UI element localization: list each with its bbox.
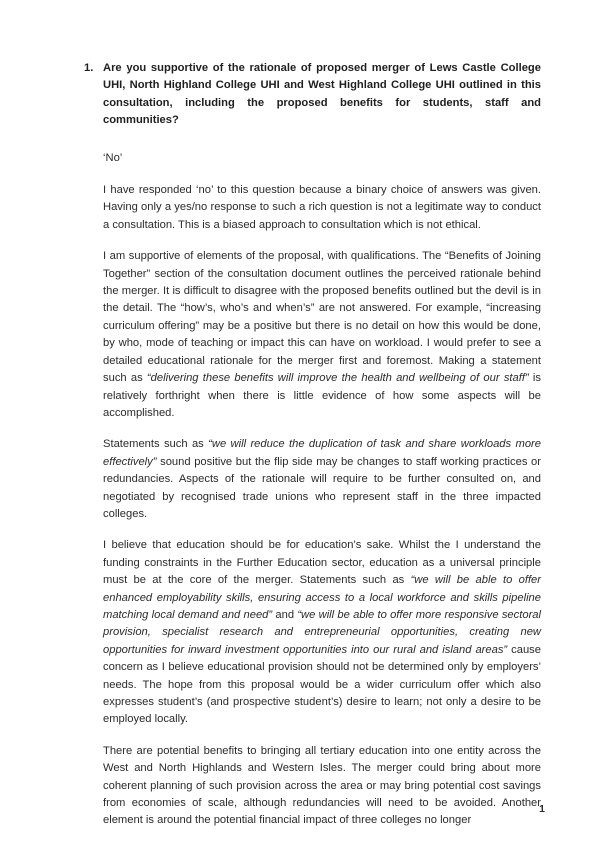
answer-body [103, 150, 541, 830]
paragraph: There are potential benefits to bringing all tertiary education into one entity across the West and North Highlands and Western Isles. The merger could bring about more coherent planning of such provision across the area or may bring potential cost savings from economies of scale, although redundancies will need to be avoided. Another element is around the potential financial impact of three colleges no longer [103, 744, 541, 827]
question-heading [84, 60, 541, 130]
paragraph: Statements such as “we will reduce the duplication of task and share workloads more effectively” sound positive but the flip side may be changes to staff working practices or redundancies. Aspects of the rationale will require to be further consulted on, and negotiated by recognised trade unions who represent staff in the three impacted colleges. [103, 438, 541, 520]
paragraph: I am supportive of elements of the proposal, with qualifications. The “Benefits of Joining Together” section of the consultation document outlines the perceived rationale behind the merger. It is difficult to disagree with the proposed benefits outlined but the devil is in the detail. The “how’s, who’s and when’s” are not answered. For example, “increasing curriculum offering” may be a positive but there is no detail on how this would be done, by who, mode of teaching or impact this can have on workload. I would prefer to see a detailed educational rationale for the merger first and foremost. Making a statement such as “delivering these benefits will improve the health and wellbeing of our staff” is relatively forthright when there is little evidence of how some aspects will be accomplished. [103, 250, 541, 419]
paragraph: I believe that education should be for education’s sake. Whilst the I understand the funding constraints in the Further Education sector, education as a universal principle must be at the core of the merger. Statements such as “we will be able to offer enhanced employability skills, ensuring access to a local workforce and skills pipeline matching local demand and need” and “we will be able to offer more responsive sectoral provision, specialist research and entrepreneurial opportunities, creating new opportunities for inward investment opportunities into our rural and island areas” cause concern as I believe educational provision should not be determined only by employers’ needs. The hope from this proposal would be a wider curriculum offer which also expresses student’s (and prospective student’s) desire to learn; not only a desire to be employed locally. [103, 539, 542, 726]
quoted-italic-text: “we will be able to offer enhanced employability skills, ensuring access to a local workforce and skills pipeline matching local demand and need” [103, 574, 541, 621]
quoted-italic-text: “delivering these benefits will improve the health and wellbeing of our staff” [146, 372, 529, 385]
page-number: 1 [539, 803, 545, 815]
quoted-italic-text: “we will be able to offer more responsive sectoral provision, specialist research and entrepreneurial opportunities, creating new opportunities for inward investment opportunities into our rural and island areas” [103, 608, 542, 656]
page-content [84, 60, 541, 830]
question-text: Are you supportive of the rationale of proposed merger of Lews Castle College UHI, North Highland College UHI and West Highland College UHI outlined in this consultation, including the proposed benefits for students, staff and communities? [103, 62, 541, 127]
paragraph-list [103, 182, 541, 830]
answer-value: ‘No’ [103, 151, 123, 164]
paragraph: I have responded ‘no’ to this question because a binary choice of answers was given. Having only a yes/no response to such a rich question is not a legitimate way to conduct a consultation. This is a biased approach to consultation which is not ethical. [103, 184, 541, 231]
quoted-italic-text: “we will reduce the duplication of task and share workloads more effectively” [103, 438, 541, 468]
question-number: 1. [84, 62, 94, 74]
